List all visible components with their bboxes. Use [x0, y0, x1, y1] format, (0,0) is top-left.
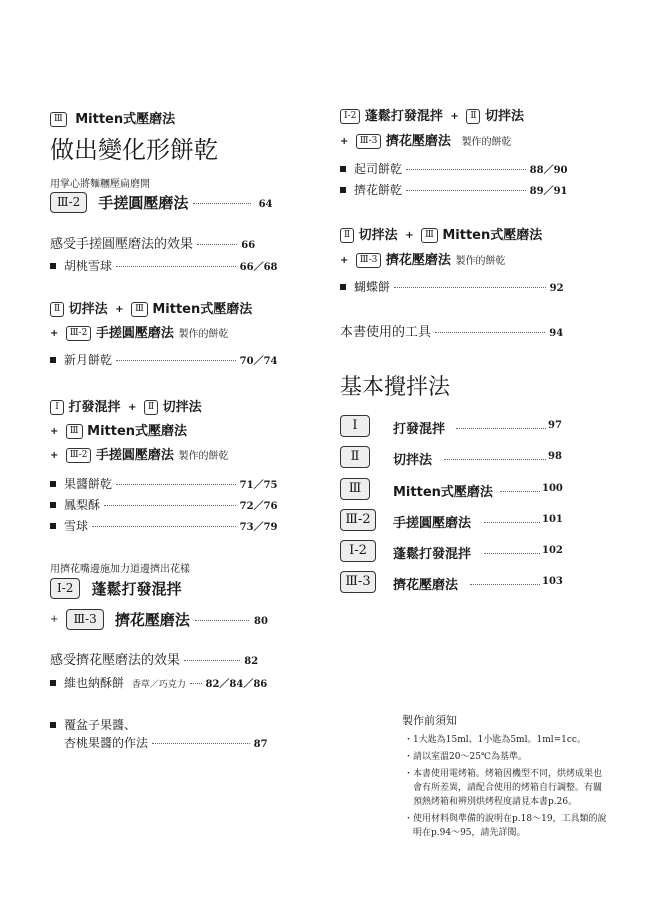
- method-name: 打發混拌: [68, 400, 121, 415]
- page-number: 66／68: [239, 262, 278, 273]
- method-badge: Ⅲ-3: [356, 134, 381, 149]
- page-number: 100: [542, 483, 563, 494]
- method-badge: Ⅲ: [421, 228, 438, 243]
- page-number: 70／74: [239, 356, 278, 367]
- method-badge: Ⅱ: [50, 302, 64, 317]
- dot-leader: [456, 428, 546, 429]
- method-title: 擠花壓磨法: [114, 611, 190, 629]
- combo-header-fluffy-cut: [340, 105, 524, 124]
- plus-sign: +: [128, 402, 137, 413]
- note-item: ・使用材料與準備的說明在p.18～19，工具類的說: [404, 814, 607, 824]
- bullet-square: [50, 357, 56, 363]
- entry-note: 香草／巧克力: [131, 680, 186, 690]
- suffix-text: 製作的餅乾: [455, 256, 506, 267]
- page-number: 94: [549, 328, 564, 339]
- method-row-fluffy-whip[interactable]: [340, 540, 563, 562]
- plus-sign: +: [50, 614, 59, 625]
- method-badge: Ⅱ: [466, 109, 480, 124]
- plus-sign: +: [50, 328, 59, 339]
- bullet-square: [340, 284, 346, 290]
- method-badge: Ⅰ-2: [340, 109, 360, 124]
- method-row-cut[interactable]: [340, 446, 562, 468]
- method-badge: Ⅱ: [340, 228, 354, 243]
- bullet-square: [50, 523, 56, 529]
- dot-leader: [193, 203, 251, 204]
- combo-header-cut-mitten-r: [340, 224, 542, 243]
- entry-title: 擠花餅乾: [354, 183, 403, 197]
- combo-header-piping: [340, 130, 511, 149]
- entry-title: 起司餅乾: [354, 162, 403, 176]
- dot-leader: [197, 244, 237, 245]
- method-name: 手搓圓壓磨法: [393, 516, 472, 531]
- method-badge: Ⅰ-2: [50, 578, 80, 599]
- toc-entry-pineapple-cake[interactable]: [50, 496, 278, 513]
- bullet-square: [340, 187, 346, 193]
- method-name: 切拌法: [484, 109, 524, 124]
- page-number: 72／76: [239, 501, 278, 512]
- entry-title: 果醬餅乾: [64, 477, 113, 491]
- plus-sign: +: [405, 230, 414, 241]
- page-number: 101: [542, 514, 563, 525]
- page-number: 71／75: [239, 480, 278, 491]
- section-subtitle: 用掌心將麵糰壓扁磨開: [50, 179, 150, 190]
- method-badge: Ⅲ: [340, 478, 370, 500]
- page-number: 92: [549, 283, 564, 294]
- suffix-text: 製作的餅乾: [178, 451, 229, 462]
- method-name: 擠花壓磨法: [385, 253, 451, 268]
- method-badge: Ⅲ-2: [66, 448, 91, 463]
- note-item-cont: 預熱烤箱和辨別烘烤程度請見本書p.26。: [413, 797, 578, 807]
- note-item-cont: 明在p.94～95，請先詳閱。: [413, 828, 526, 838]
- method-name: Mitten式壓磨法: [393, 485, 493, 500]
- combo-header-whip-cut: [50, 396, 202, 415]
- dot-leader: [500, 491, 540, 492]
- method-name: 切拌法: [393, 453, 433, 468]
- toc-entry-piping-effect[interactable]: [50, 649, 258, 668]
- bullet-square: [50, 722, 56, 728]
- dot-leader: [406, 190, 526, 191]
- method-badge: Ⅲ: [66, 424, 83, 439]
- method-name: 打發混拌: [393, 422, 446, 437]
- page-number: 82／84／86: [205, 679, 268, 690]
- page-number: 88／90: [529, 165, 568, 176]
- toc-entry-piped-cookie[interactable]: [340, 181, 568, 198]
- note-item-cont: 會有所差異，請配合使用的烤箱自行調整。有關: [413, 783, 603, 793]
- page-number: 103: [542, 576, 563, 587]
- dot-leader: [104, 505, 236, 506]
- method-name: Mitten式壓磨法: [152, 302, 253, 317]
- plus-sign: +: [50, 426, 59, 437]
- dot-leader: [470, 584, 540, 585]
- dot-leader: [152, 743, 250, 744]
- toc-entry-cheese-cookie[interactable]: [340, 160, 568, 177]
- method-name: 擠花壓磨法: [385, 134, 451, 149]
- toc-entry-crescent[interactable]: [50, 351, 278, 368]
- method-name: Mitten式壓磨法: [87, 424, 188, 439]
- method-badge: Ⅰ-2: [340, 540, 376, 562]
- toc-entry-palmier[interactable]: [340, 278, 564, 295]
- toc-entry-snowball[interactable]: [50, 517, 278, 534]
- plus-sign: +: [450, 111, 459, 122]
- dot-leader: [484, 522, 540, 523]
- entry-title: 新月餅乾: [64, 353, 113, 367]
- note-item: ・請以室溫20～25℃為基準。: [404, 752, 527, 762]
- method-badge: Ⅲ-3: [340, 571, 376, 593]
- entry-title: 本書使用的工具: [340, 325, 432, 340]
- dot-leader: [116, 360, 236, 361]
- page-number: 97: [548, 420, 562, 431]
- dot-leader: [190, 683, 202, 684]
- toc-entry-piping[interactable]: [50, 609, 268, 630]
- method-row-piping[interactable]: [340, 571, 563, 593]
- entry-title: 蝴蝶餅: [354, 280, 391, 294]
- note-item: ・1大匙為15ml、1小匙為5ml。1ml=1cc。: [404, 735, 586, 745]
- toc-entry-jam-recipe-line2[interactable]: [64, 734, 268, 751]
- note-text: 1大匙為15ml、1小匙為5ml。1ml=1cc。: [413, 735, 586, 745]
- method-badge: Ⅲ-3: [356, 253, 381, 268]
- dot-leader: [484, 553, 540, 554]
- method-badge: Ⅰ: [340, 415, 370, 437]
- toc-entry-viennese[interactable]: [50, 674, 267, 691]
- bullet-square: [50, 680, 56, 686]
- toc-entry-tools[interactable]: [340, 321, 563, 340]
- section-subtitle: 用擠花嘴邊施加力道邊擠出花樣: [50, 564, 190, 575]
- entry-title: 維也納酥餅: [64, 676, 125, 690]
- method-title: 手搓圓壓磨法: [98, 194, 189, 212]
- bullet-square: [340, 166, 346, 172]
- toc-entry-fluffy-whip: [50, 578, 182, 599]
- method-name: 手搓圓壓磨法: [95, 448, 174, 463]
- method-badge: Ⅲ-3: [66, 609, 103, 630]
- section-label-mitten: [50, 108, 175, 127]
- bullet-square: [50, 481, 56, 487]
- combo-header-mitten: [50, 420, 187, 439]
- dot-leader: [435, 332, 545, 333]
- note-text: 使用材料與準備的說明在p.18～19，工具類的說: [413, 814, 607, 824]
- toc-entry-jam-cookie[interactable]: [50, 475, 278, 492]
- dot-leader: [92, 526, 236, 527]
- toc-entry-jam-recipe[interactable]: [50, 716, 136, 733]
- method-badge: Ⅲ: [50, 112, 67, 127]
- method-name: 蓬鬆打發混拌: [364, 109, 443, 124]
- chapter-title: 做出變化形餅乾: [50, 136, 218, 164]
- entry-title: 雪球: [64, 519, 89, 533]
- entry-title-line1: 覆盆子果醬、: [64, 718, 137, 732]
- page-number: 80: [254, 616, 268, 627]
- method-title: 蓬鬆打發混拌: [91, 580, 182, 598]
- entry-title-line2: 杏桃果醬的作法: [64, 736, 149, 750]
- method-name: Mitten式壓磨法: [442, 228, 543, 243]
- method-name: 切拌法: [68, 302, 108, 317]
- entry-title: 鳳梨酥: [64, 498, 101, 512]
- method-row-whip[interactable]: [340, 415, 562, 437]
- bullet-square: [50, 502, 56, 508]
- method-name: 蓬鬆打發混拌: [393, 547, 472, 562]
- method-name: 手搓圓壓磨法: [95, 326, 174, 341]
- entry-title: 感受擠花壓磨法的效果: [50, 653, 181, 668]
- method-row-hand-roll[interactable]: [340, 509, 563, 531]
- combo-header-hand-roll: [50, 322, 228, 341]
- dot-leader: [195, 620, 249, 621]
- suffix-text: 製作的餅乾: [178, 329, 229, 340]
- method-badge: Ⅲ-2: [340, 509, 376, 531]
- combo-header-cut-mitten: [50, 298, 252, 317]
- method-badge: Ⅱ: [144, 400, 158, 415]
- method-badge: Ⅱ: [340, 446, 370, 468]
- method-badge: Ⅲ-2: [66, 326, 91, 341]
- dot-leader: [184, 660, 240, 661]
- page-number: 82: [244, 656, 259, 667]
- plus-sign: +: [115, 304, 124, 315]
- method-badge: Ⅲ-2: [50, 192, 87, 213]
- toc-entry-hand-roll[interactable]: [50, 192, 272, 213]
- method-row-mitten[interactable]: [340, 478, 563, 500]
- dot-leader: [444, 459, 546, 460]
- page-number: 89／91: [529, 186, 568, 197]
- method-badge: Ⅰ: [50, 400, 64, 415]
- toc-entry-walnut-snowball[interactable]: [50, 257, 278, 274]
- method-name: 切拌法: [358, 228, 398, 243]
- dot-leader: [116, 266, 236, 267]
- method-name: 擠花壓磨法: [393, 578, 459, 593]
- method-badge: Ⅲ: [131, 302, 148, 317]
- suffix-text: 製作的餅乾: [461, 137, 512, 148]
- entry-title: 胡桃雪球: [64, 259, 113, 273]
- entry-title: 感受手搓圓壓磨法的效果: [50, 237, 194, 252]
- section-title-basic: 基本攪拌法: [340, 375, 451, 400]
- page-number: 98: [548, 451, 562, 462]
- bullet-square: [50, 263, 56, 269]
- toc-entry-effect[interactable]: [50, 233, 255, 252]
- note-item: ・本書使用電烤箱。烤箱因機型不同，烘烤成果也: [404, 769, 603, 779]
- dot-leader: [406, 169, 526, 170]
- dot-leader: [116, 484, 236, 485]
- note-text: 請以室溫20～25℃為基準。: [413, 752, 527, 762]
- plus-sign: +: [340, 255, 349, 266]
- note-text: 本書使用電烤箱。烤箱因機型不同，烘烤成果也: [413, 769, 603, 779]
- page-number: 102: [542, 545, 563, 556]
- page-number: 87: [253, 739, 268, 750]
- page-number: 66: [241, 240, 256, 251]
- method-name: 切拌法: [162, 400, 202, 415]
- plus-sign: +: [340, 136, 349, 147]
- section-label-text: Mitten式壓磨法: [75, 112, 176, 127]
- combo-header-hand-roll-2: [50, 444, 228, 463]
- notes-title: 製作前須知: [402, 714, 457, 727]
- dot-leader: [394, 287, 546, 288]
- plus-sign: +: [50, 450, 59, 461]
- combo-header-piping-r: [340, 249, 505, 268]
- page-number: 73／79: [239, 522, 278, 533]
- page-number: 64: [258, 199, 273, 210]
